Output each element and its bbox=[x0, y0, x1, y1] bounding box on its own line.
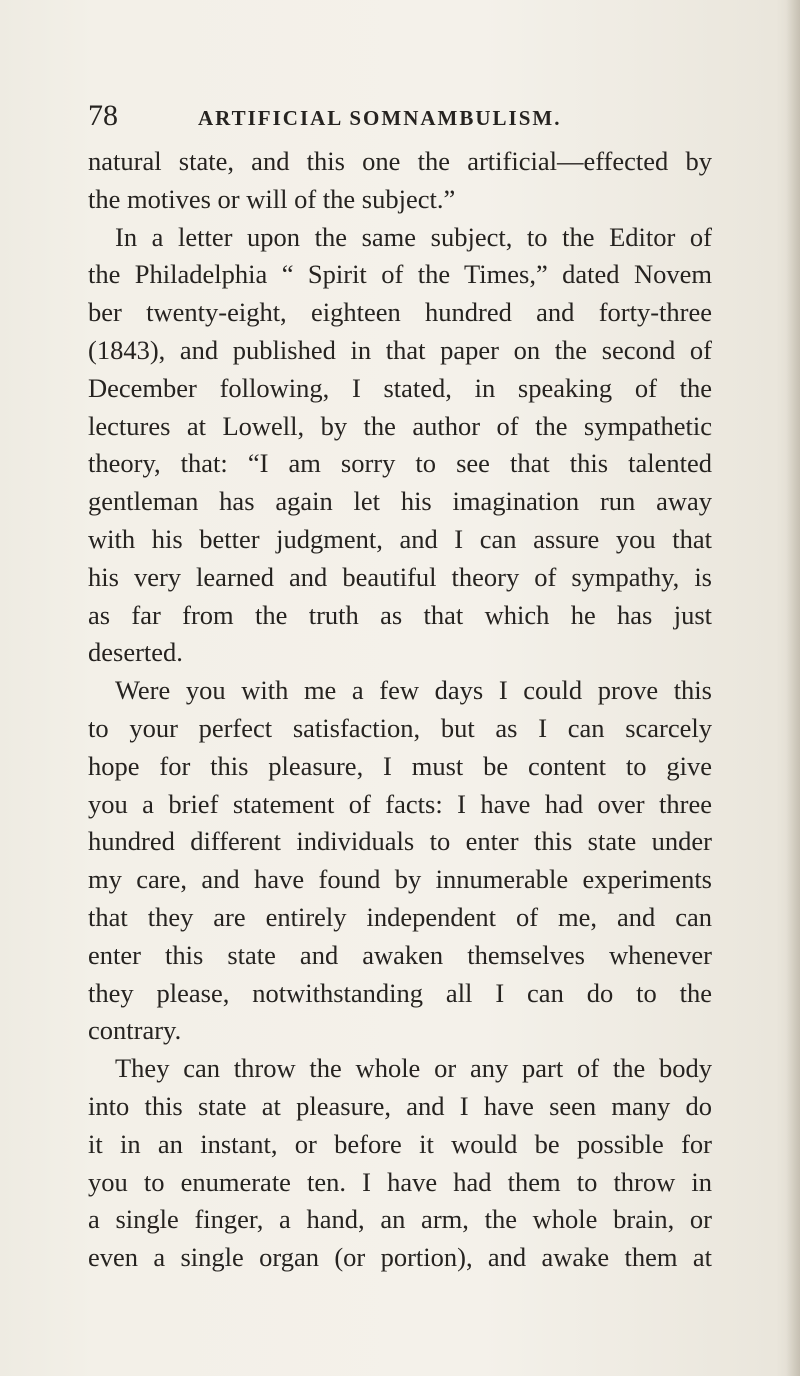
text-line: natural state, and this one the artificial—effected by bbox=[88, 146, 712, 176]
text-line: enter this state and awaken themselves whenever bbox=[88, 939, 712, 970]
running-head bbox=[88, 96, 728, 136]
text-line: hope for this pleasure, I must be content to give bbox=[88, 750, 712, 781]
text-line: ber twenty-eight, eighteen hundred and forty-three bbox=[88, 297, 712, 328]
text-line: they please, notwithstanding all I can do to the bbox=[88, 977, 712, 1008]
text-line: a single finger, a hand, an arm, the whole brain, or bbox=[88, 1204, 712, 1235]
text-line: as far from the truth as that which he has just bbox=[88, 599, 712, 630]
text-line: (1843), and published in that paper on the second of bbox=[88, 334, 712, 365]
text-line: Were you with me a few days I could prove this bbox=[115, 675, 712, 706]
text-line: In a letter upon the same subject, to the Editor of bbox=[115, 221, 712, 252]
text-line: his very learned and beautiful theory of sympathy, is bbox=[88, 561, 712, 592]
text-line: with his better judgment, and I can assure you that bbox=[88, 523, 712, 554]
text-line: my care, and have found by innumerable experiments bbox=[88, 864, 712, 895]
text-line: deserted. bbox=[88, 637, 183, 668]
text-line: They can throw the whole or any part of the body bbox=[115, 1053, 712, 1084]
text-line: you a brief statement of facts: I have had over three bbox=[88, 788, 712, 819]
text-line: theory, that: “I am sorry to see that this talented bbox=[88, 448, 712, 479]
text-line: December following, I stated, in speaking of the bbox=[88, 372, 712, 403]
text-line: the motives or will of the subject.” bbox=[88, 183, 456, 214]
text-line: that they are entirely independent of me, and can bbox=[88, 901, 712, 932]
text-line: into this state at pleasure, and I have seen many do bbox=[88, 1090, 712, 1121]
text-line: the Philadelphia “ Spirit of the Times,” dated Novem bbox=[88, 259, 712, 290]
text-line: gentleman has again let his imagination run away bbox=[88, 486, 712, 517]
page-edge-shadow bbox=[786, 0, 800, 1376]
page-number: 78 bbox=[88, 99, 118, 132]
text-line: hundred different individuals to enter this state under bbox=[88, 826, 712, 857]
text-line: lectures at Lowell, by the author of the sympathetic bbox=[88, 410, 712, 441]
text-line: you to enumerate ten. I have had them to throw in bbox=[88, 1166, 712, 1197]
text-line: to your perfect satisfaction, but as I can scarcely bbox=[88, 712, 712, 743]
body-text bbox=[88, 143, 712, 1277]
text-line: contrary. bbox=[88, 1015, 182, 1046]
text-line: even a single organ (or portion), and awake them at bbox=[88, 1242, 712, 1273]
text-line: it in an instant, or before it would be possible for bbox=[88, 1128, 712, 1159]
running-title: ARTIFICIAL SOMNAMBULISM. bbox=[198, 106, 562, 130]
